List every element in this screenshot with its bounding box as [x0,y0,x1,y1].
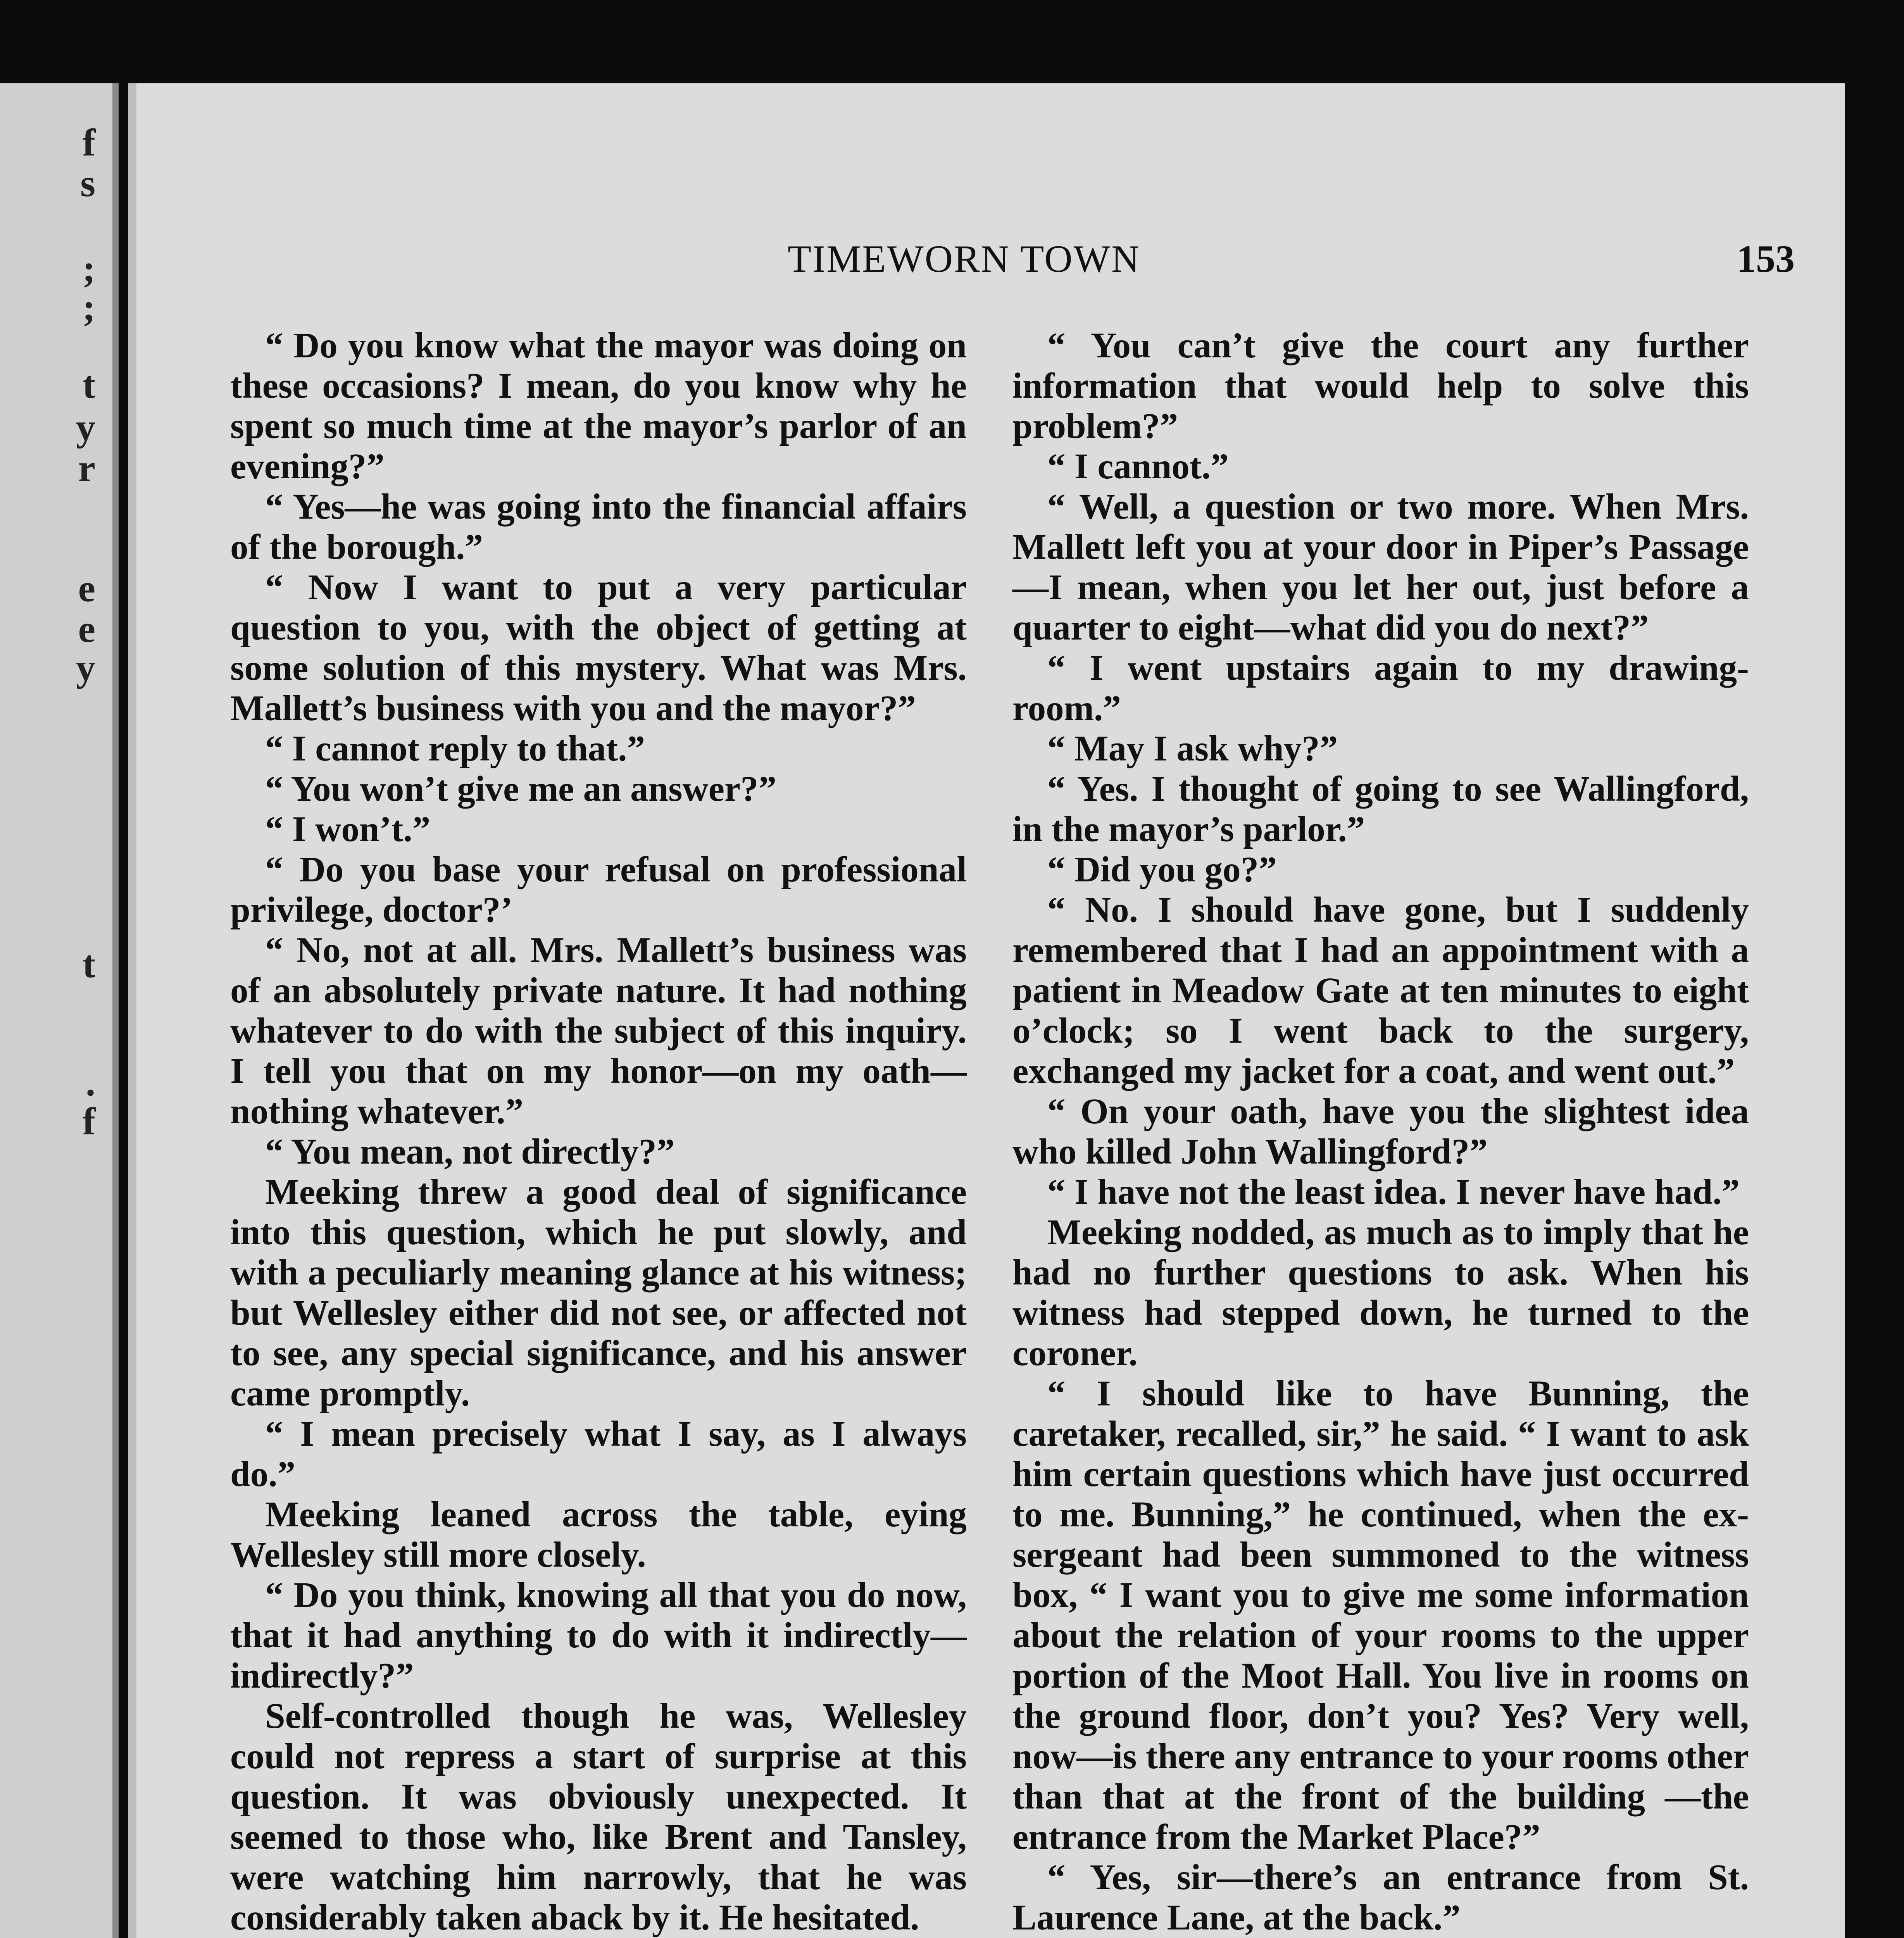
margin-fragment: ; [82,286,95,329]
page-number: 153 [1737,237,1795,280]
paragraph: “ You can’t give the court any further information that would help to solve this problem?” [1012,326,1749,446]
margin-fragment: f [82,121,95,164]
facing-page-edge [0,83,119,1938]
paragraph: “ On your oath, have you the slightest idea who killed John Wallingford?” [1012,1091,1749,1172]
paragraph: “ May I ask why?” [1047,729,1338,769]
running-title: TIMEWORN TOWN [788,237,1141,280]
paragraph: Self-controlled though he was, Wellesley could not repress a start of surprise at this question. It was obviously unexpected. It seemed to those who, like Brent and Tansley, were watching him narrowly, that he was considerably taken aback by it. He hesitated. [230,1696,967,1938]
margin-fragment: e [78,607,95,650]
paragraph: “ I went upstairs again to my drawing-room.” [1012,648,1749,728]
paragraph: “ I won’t.” [265,809,431,849]
paragraph: Meeking nodded, as much as to imply that he had no further questions to ask. When his witness had stepped down, he turned to the coroner. [1012,1212,1749,1373]
book-page [128,83,1845,1938]
margin-fragment: . [86,1061,95,1104]
paragraph: “ I cannot.” [1047,447,1229,486]
paragraph: “ Yes. I thought of going to see Wallingford, in the mayor’s parlor.” [1012,769,1749,849]
margin-fragment: y [76,646,95,689]
margin-fragment: t [82,943,95,986]
margin-fragment: t [82,363,95,406]
paragraph: Meeking leaned across the table, eying Wellesley still more closely. [230,1495,967,1575]
margin-fragment: f [82,1100,95,1143]
paragraph: Meeking threw a good deal of significance into this question, which he put slowly, and with a peculiarly meaning glance at his witness; but Wellesley either did not see, or affected not to see, any special significance, and his answer came promptly. [230,1172,967,1414]
paragraph: “ Do you think, knowing all that you do now, that it had anything to do with it indirectly—indirectly?” [230,1575,967,1696]
paragraph: “ You won’t give me an answer?” [265,769,777,809]
margin-fragment: r [78,447,95,490]
paragraph: “ Do you know what the mayor was doing on these occasions? I mean, do you know why he spent so much time at the mayor’s parlor of an evening?” [230,326,967,486]
paragraph: “ Did you go?” [1047,850,1277,890]
paragraph: “ I should like to have Bunning, the caretaker, recalled, sir,” he said. “ I want to ask him certain questions which have just occurred to me. Bunning,” he continued, when the ex-sergeant had been summoned to the witness box, “ I want you to give me some information about the relation of your rooms to the upper portion of the Moot Hall. You live in rooms on the ground floor, don’t you? Yes? Very well, now—is there any entrance to your rooms other than that at the front of the building —the entrance from the Market Place?” [1012,1374,1749,1857]
running-head [136,236,1845,291]
paragraph: “ No. I should have gone, but I suddenly remembered that I had an appointment with a patient in Meadow Gate at ten minutes to eight o’clock; so I went back to the surgery, exchanged my jacket for a coat, and went out.” [1012,890,1749,1091]
paragraph: “ Well, a question or two more. When Mrs. Mallett left you at your door in Piper’s Passage—I mean, when you let her out, just before a quarter to eight—what did you do next?” [1012,487,1749,648]
paragraph: “ I mean precisely what I say, as I always do.” [230,1414,967,1494]
margin-fragment: e [78,567,95,610]
paragraph: “ Yes, sir—there’s an entrance from St. Laurence Lane, at the back.” [1012,1857,1749,1938]
paragraph: “ Do you base your refusal on professional privilege, doctor?’ [230,850,967,930]
margin-fragment: ; [82,247,95,290]
margin-fragment: s [80,162,95,205]
paragraph: “ Now I want to put a very particular question to you, with the object of getting at some solution of this mystery. What was Mrs. Mallett’s business with you and the mayor?” [230,567,967,728]
paragraph: “ No, not at all. Mrs. Mallett’s business was of an absolutely private nature. It had nothing whatever to do with the subject of this inquiry. I tell you that on my honor—on my oath—nothing whatever.” [230,930,967,1131]
paragraph: “ You mean, not directly?” [265,1132,675,1172]
margin-fragment: y [76,406,95,449]
text-column-left [230,326,967,1938]
text-column-right [1012,326,1749,1938]
paragraph: “ I cannot reply to that.” [265,729,645,769]
paragraph: “ Yes—he was going into the financial affairs of the borough.” [230,487,967,567]
paragraph: “ I have not the least idea. I never have had.” [1047,1172,1740,1212]
